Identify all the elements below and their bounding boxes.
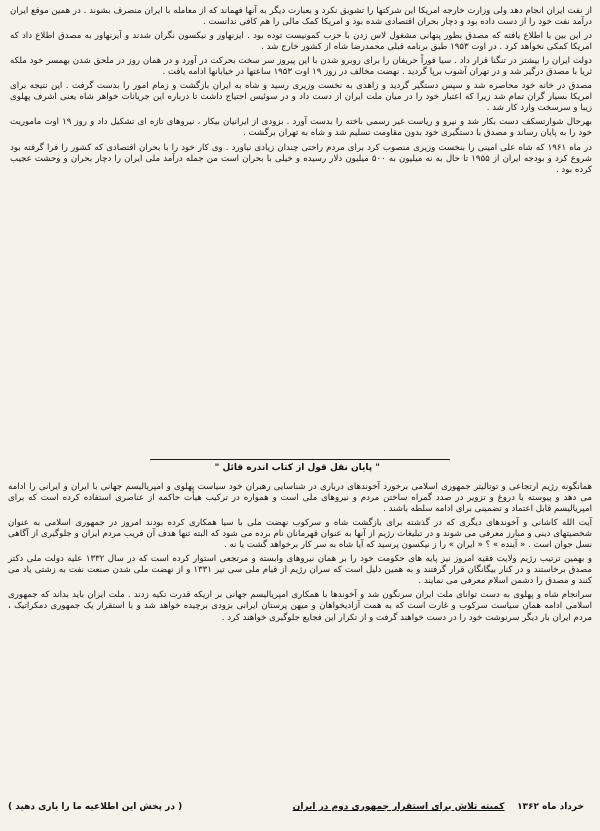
article-body <box>10 6 592 176</box>
paragraph: از نفت ایران انجام دهد ولی وزارت خارجه امریکا این شرکتها را تشویق نکرد و بعبارت دیگر به آنها فهماند که از معامله با ایران منصرف بشوند . در همین موقع ایران درآمد نفت خود را از دست داده بود و دچار بحران اقتصادی شده بود و امریکا کمک مالی را هم کافی ندانست . <box>10 6 592 28</box>
paragraph: در ماه ۱۹۶۱ که شاه علی امینی را بنخست وزیری منصوب کرد برای مردم راحتی چندان زیادی نیاورد . وی کار خود را با بحران اقتصادی که کشور را فرا گرفته بود شروع کرد و بودجه ایران از ۱۹۵۵ تا حال به نه میلیون به ۵۰۰ میلیون دلار رسیده و خیلی با بحران است من جمله درآمد ملی ایران را دچار بحران و وحشت عجیب کرده بود . <box>10 142 592 175</box>
paragraph: مصدق در خانه خود محاصره شد و سپس دستگیر گردید و زاهدی به نخست وزیری رسید و شاه به ایران بازگشت و زمام امور را بدست گرفت . این نتیجه برای امریکا بسیار گران تمام شد زیرا که اعتبار خود را در میان ملت ایران از دست داد و در سوئیس احتیاج داشت تا درباره این جریانات خواهر شاه یعنی اشرف پهلوی زیبا و سرسخت وارد کار شد . <box>10 81 592 114</box>
footer-signature <box>293 802 584 812</box>
paragraph: بهرحال شوارتسکف دست بکار شد و نیرو و ریاست غیر رسمی باخته را بدست آورد . بزودی از ایرانیان بیکار ، نیروهای تازه ای تشکیل داد و روز ۱۹ اوت ماموریت خود را به پایان رساند و مصدق با دستگیری خود بدون مقاومت تسلیم شد و شاه به تهران برگشت . <box>10 117 592 139</box>
footer-date: خرداد ماه ۱۳۶۲ <box>517 802 584 812</box>
commentary-paragraph: و بهمین ترتیب رژیم ولایت فقیه امروز نیز پایه های حکومت خود را بر همان نیروهای وابسته و مرتجعی استوار کرده است که در سال ۱۳۳۲ علیه دولت ملی دکتر مصدق برخاستند و در کنار بیگانگان قرار گرفتند و به همین دلیل است که سران رژیم از قیام ملی سی تیر ۱۳۳۱ و از نهضت ملی شدن صنعت نفت به زشتی یاد می کنند و مصدق را دشمن اسلام معرفی می نمایند . <box>8 554 593 587</box>
commentary-paragraph: سرانجام شاه و پهلوی به دست توانای ملت ایران سرنگون شد و آخوندها با همکاری امپریالیسم جهانی بر اریکه قدرت تکیه زدند . ملت ایران باید بداند که جمهوری اسلامی ادامه همان سیاست سرکوب و غارت است که به همت آزادیخواهان و میهن پرستان ایرانی بزودی برچیده خواهد شد و با استقرار یک جمهوری دمکراتیک ، مردم ایران بار دیگر سرنوشت خود را در دست خواهند گرفت و از تکرار این فجایع جلوگیری خواهند کرد . <box>8 590 592 623</box>
footer-note: ( در پخش این اطلاعیه ما را یاری دهید ) <box>8 802 183 812</box>
document-footer <box>8 802 584 812</box>
paragraph: دولت ایران را بیشتر در تنگنا قرار داد . سیا فوراً حریفان را برای روبرو شدن با این پیروز سر سخت بحرکت در آورد و در همان روز در ملحق شدن بهمسر خود ملکه ثریا با مصدق درگیر شد و در تهران آشوب برپا گردید . نهضت مخالف در روز ۱۹ اوت ۱۹۵۳ ساعتها در خیابانها ادامه یافت . <box>10 56 592 78</box>
commentary-body <box>8 482 592 624</box>
quote-heading: " پایان نقل قول از کتاب اندره قائل " <box>214 463 380 473</box>
paragraph: در این بین با اطلاع یافته که مصدق بطور پنهانی مشغول لاس زدن با حزب کمونیست توده بود . ایزنهاور و نیکسون نگران شدند و آیزنهاور به مصدق اطلاع داد که امریکا کمکی نخواهد کرد . در اوت ۱۹۵۳ طبق برنامه قبلی محمدرضا شاه از کشور خارج شد . <box>10 31 592 53</box>
footer-organization: کمیته تلاش برای استقرار جمهوری دوم در ایران <box>292 802 505 812</box>
commentary-paragraph: همانگونه رژیم ارتجاعی و توتالیتر جمهوری اسلامی برخورد آخوندهای درباری در شناسایی رهبران خود سیاست پهلوی و امپریالیسم جهانی با ایران و ایرانی را ادامه می دهد و پیوسته با دروغ و تزویر در صدد گمراه ساختن مردم و نیروهای ملی است و همواره در ترکیب هیأت حاکمه از عناصری استفاده کرده است که برای امپریالیسم قابل اعتماد و تضمینی برای ادامه سلطه باشند . <box>8 482 592 515</box>
commentary-paragraph: آیت الله کاشانی و آخوندهای دیگری که در گذشته برای بازگشت شاه و سرکوب نهضت ملی با سیا همکاری کرده بودند امروز در جمهوری اسلامی به عنوان شخصیتهای دینی و مبارز معرفی می شوند و در تبلیغات رژیم از آنها به عنوان قهرمانان نام برده می شود که البته تنها هدف آن فریب مردم ایران و جلوگیری از آگاهی نسل جوان است . « آینده » ؟ « ایران » را ز نیکسون پرسید که آیا شاه به سر کار برخواهد گشت یا نه . <box>8 518 592 551</box>
section-divider <box>150 459 450 460</box>
